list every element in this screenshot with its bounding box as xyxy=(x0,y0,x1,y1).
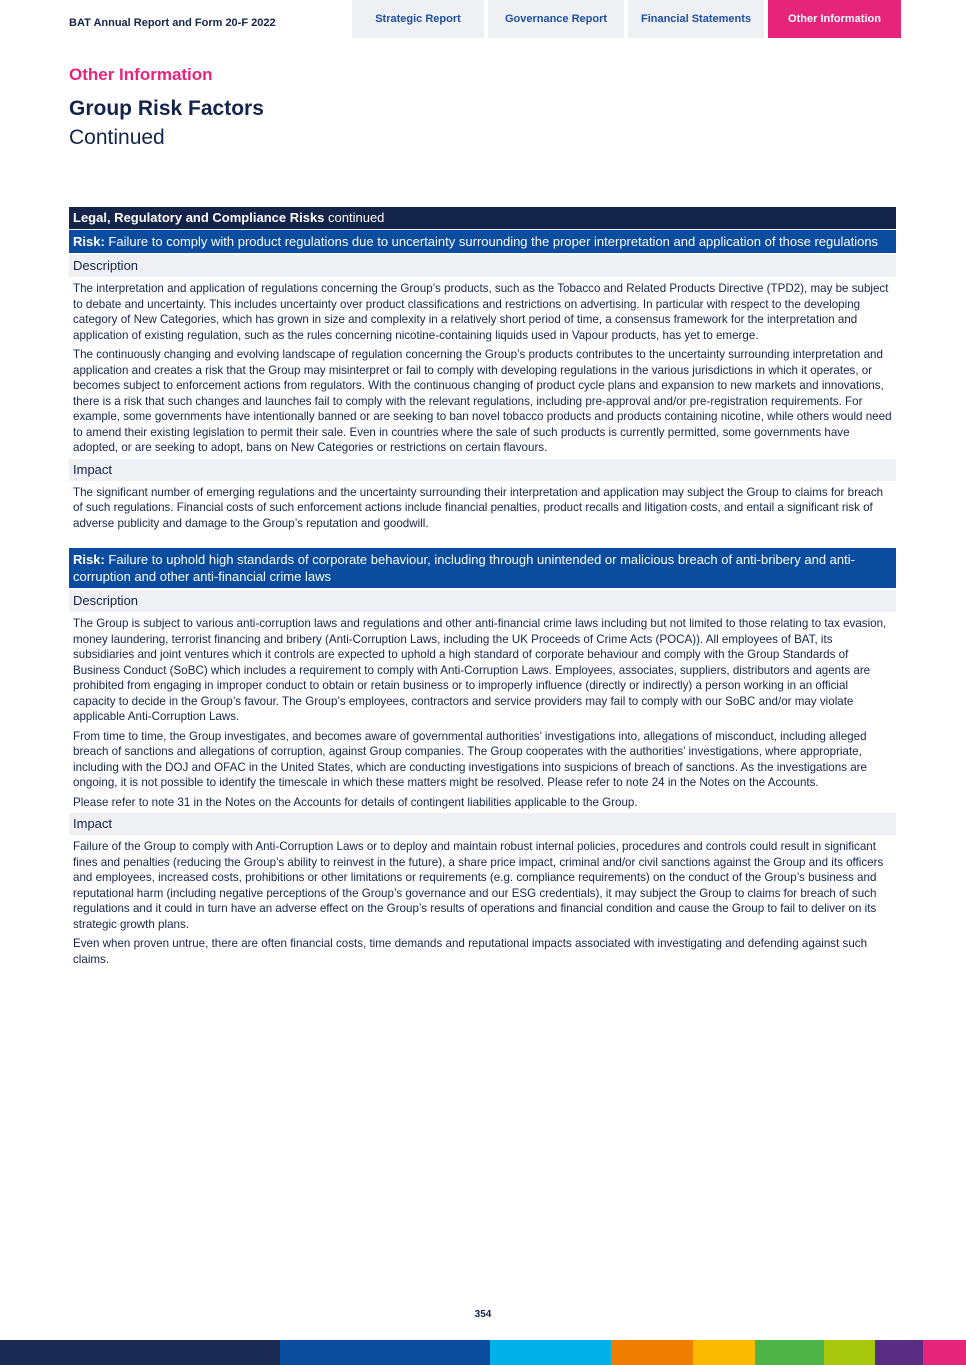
risk-header xyxy=(69,230,896,253)
impact-heading: Impact xyxy=(69,813,896,835)
description-paragraph: From time to time, the Group investigates, and becomes aware of governmental authorities’ investigations into, allegations of misconduct, including alleged breach of sanctions and allegations of corruption, against Group companies. The Group cooperates with the authorities’ investigations, where appropriate, including with the DOJ and OFAC in the United States, which are conducting investigations into suspicions of breach of sanctions. As the investigations are ongoing, it is not possible to identify the timescale in which these matters might be resolved. Please refer to note 24 in the Notes on the Accounts. xyxy=(73,729,867,789)
category-suffix: continued xyxy=(328,210,385,225)
tab-governance-report[interactable]: Governance Report xyxy=(488,0,624,38)
stripe-segment xyxy=(0,1340,280,1365)
footer-color-stripe xyxy=(0,1340,966,1365)
page-subtitle: Continued xyxy=(69,126,165,149)
description-heading: Description xyxy=(69,590,896,612)
stripe-segment xyxy=(490,1340,611,1365)
tab-other-information[interactable]: Other Information xyxy=(768,0,901,38)
description-heading: Description xyxy=(69,255,896,277)
stripe-segment xyxy=(755,1340,824,1365)
stripe-segment xyxy=(280,1340,490,1365)
risk-title: Failure to uphold high standards of corporate behaviour, including through unintended or malicious breach of anti-bribery and anti-corruption and other anti-financial crime laws xyxy=(73,552,855,584)
category-header xyxy=(69,207,896,229)
tab-financial-statements[interactable]: Financial Statements xyxy=(628,0,764,38)
description-paragraph: The interpretation and application of regulations concerning the Group’s products, such as the Tobacco and Related Products Directive (TPD2), may be subject to debate and uncertainty. This includes uncertainty over product classifications and restrictions on advertising. In particular with respect to the developing category of New Categories, which has grown in size and complexity in a relatively short period of time, a consensus framework for the interpretation and application of existing regulation, such as the rules concerning nicotine-containing liquids used in Vapour products, has yet to emerge. xyxy=(73,282,889,342)
stripe-segment xyxy=(923,1340,966,1365)
stripe-segment xyxy=(875,1340,923,1365)
description-paragraph: The Group is subject to various anti-corruption laws and regulations and other anti-financial crime laws including but not limited to those relating to tax evasion, money laundering, terrorist financing and bribery (Anti-Corruption Laws, including the UK Proceeds of Crime Acts (POCA)). All employees of BAT, its subsidiaries and joint ventures which it controls are expected to uphold a high standard of corporate behaviour and comply with the Group Standards of Business Conduct (SoBC) which includes a requirement to comply with Anti-Corruption Laws. Employees, associates, suppliers, distributors and agents are prohibited from engaging in improper conduct to obtain or retain business or to improperly influence (directly or indirectly) a person working in an official capacity to decide in the Group’s favour. The Group’s employees, contractors and service providers may fail to comply with our SoBC and/or may violate applicable Anti-Corruption Laws. xyxy=(73,617,887,723)
stripe-segment xyxy=(693,1340,755,1365)
stripe-segment xyxy=(611,1340,693,1365)
stripe-segment xyxy=(824,1340,875,1365)
tab-strategic-report[interactable]: Strategic Report xyxy=(352,0,484,38)
risk-table xyxy=(69,207,896,970)
risk-header xyxy=(69,548,896,588)
category-title: Legal, Regulatory and Compliance Risks xyxy=(73,210,325,225)
page-title: Group Risk Factors xyxy=(69,97,264,120)
impact-heading: Impact xyxy=(69,459,896,481)
risk-title: Failure to comply with product regulations due to uncertainty surrounding the proper interpretation and application of those regulations xyxy=(108,234,879,249)
impact-paragraph: Failure of the Group to comply with Anti-Corruption Laws or to deploy and maintain robust internal policies, procedures and controls could result in significant fines and penalties (reducing the Group’s ability to reinvest in the future), a share price impact, criminal and/or civil sanctions against the Group and its officers and employees, increased costs, prohibitions or other limitations or requirements (e.g. compliance requirements) on the conduct of the Group’s business and reputational harm (including negative perceptions of the Group’s governance and our ESG credentials), it may subject the Group to claims for breach of such regulations and it could in turn have an adverse effect on the Group’s results of operations and financial condition and cause the Group to fail to deliver on its strategic growth plans. xyxy=(73,840,884,931)
description-paragraph: The continuously changing and evolving landscape of regulation concerning the Group’s products contributes to the uncertainty surrounding interpretation and application and creates a risk that the Group may misinterpret or fail to comply with developing regulations in the various jurisdictions in which it operates, or becomes subject to enforcement actions from regulators. With the continuous changing of product cycle plans and expansion to new markets and innovations, there is a risk that such changes and launches fail to comply with the relevant regulations, including pre-approval and/or pre-registration requirements. For example, some governments have intentionally banned or are seeking to ban novel tobacco products and products containing nicotine, while others would need to amend their existing legislation to permit their sale. Even in countries where the sale of such products is currently permitted, some governments have adopted, or are seeking to adopt, bans on New Categories or restrictions on certain flavours. xyxy=(73,348,892,454)
impact-paragraph: Even when proven untrue, there are often financial costs, time demands and reputational impacts associated with investigating and defending against such claims. xyxy=(73,937,868,966)
section-label: Other Information xyxy=(69,65,213,84)
description-paragraph: Please refer to note 31 in the Notes on the Accounts for details of contingent liabilities applicable to the Group. xyxy=(73,795,638,809)
impact-paragraph: The significant number of emerging regulations and the uncertainty surrounding their interpretation and application may subject the Group to claims for breach of such regulations. Financial costs of such enforcement actions include financial penalties, product recalls and litigation costs, and entail a significant risk of adverse publicity and damage to the Group’s reputation and goodwill. xyxy=(73,485,884,530)
document-title: BAT Annual Report and Form 20-F 2022 xyxy=(69,17,276,29)
risk-prefix: Risk: xyxy=(73,234,105,249)
section-tabs xyxy=(352,0,901,38)
risk-prefix: Risk: xyxy=(73,552,105,567)
page-number: 354 xyxy=(474,1309,492,1320)
